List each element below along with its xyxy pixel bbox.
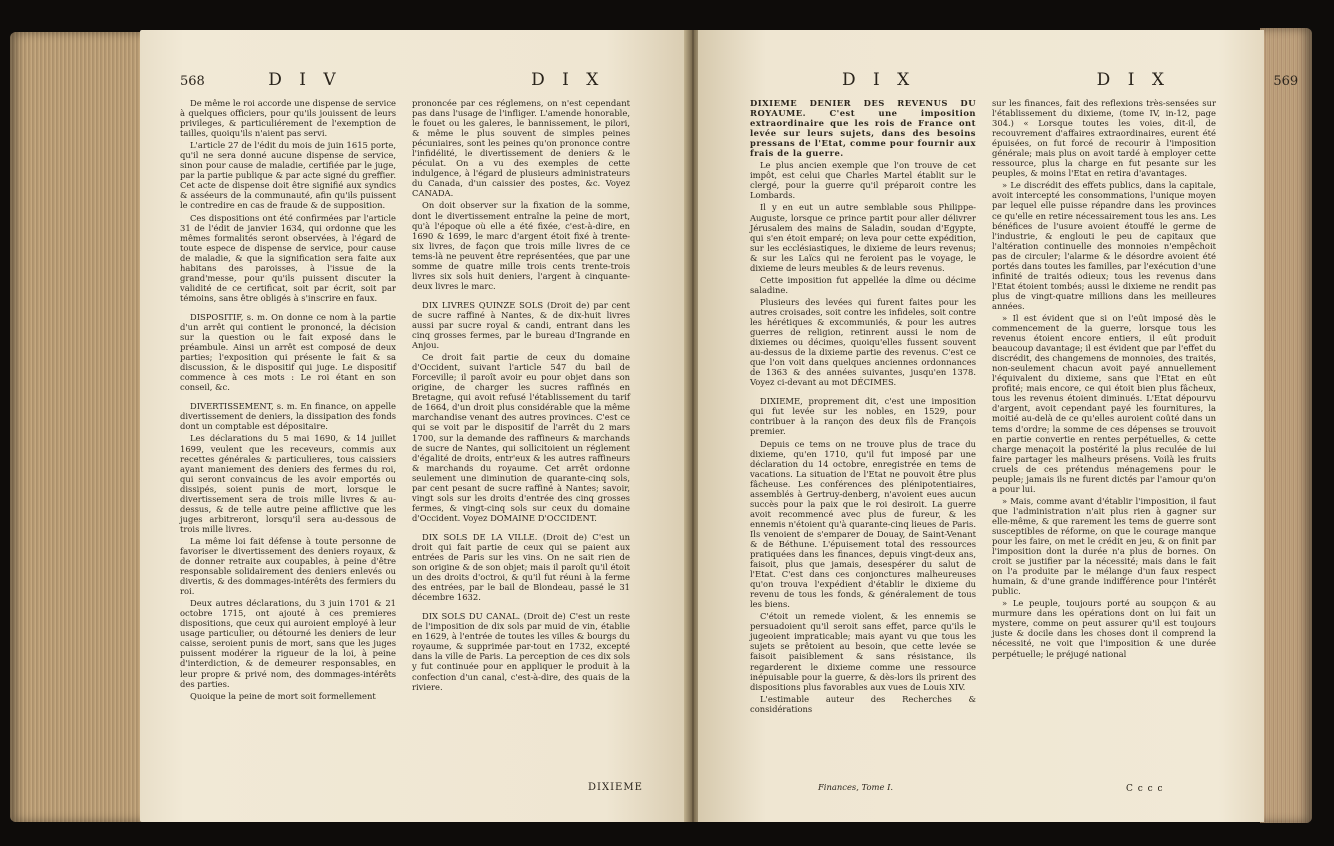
right-page-edges — [1260, 28, 1312, 823]
paragraph: De même le roi accorde une dispense de service à quelques officiers, pour qu'ils jouissent de leurs privileges, & particuliérement de l'exemption de tailles, quoiqu'ils n'aient pas servi. — [180, 98, 396, 139]
right-head-dix-1: D I X — [842, 70, 916, 90]
paragraph: Les déclarations du 5 mai 1690, & 14 juillet 1699, veulent que les receveurs, commis aux recettes générales & particulieres, tous caissiers ayant maniement des deniers des fermes du roi, qui seront convaincus de les avoir emportés ou dissipés, soient punis de mort, lorsque le divertissement sera de trois mille livres & au-dessus, & de telle autre peine afflictive que les juges arbitreront, lorsqu'il sera au-dessous de trois mille livres. — [180, 433, 396, 534]
entry-divertissement: DIVERTISSEMENT, s. m. En finance, on appelle divertissement de deniers, la dissipation des fonds dont un comptable est dépositaire. — [180, 401, 396, 432]
left-page-edges — [10, 32, 150, 822]
left-head-dix: D I X — [531, 70, 605, 90]
right-column-2 — [992, 98, 1216, 661]
paragraph: » Le discrédit des effets publics, dans la capitale, avoit intercepté les consommations, l'unique moyen par lequel elle puisse répandre dans les provinces ce qu'elle en retire nécessairement tous les ans. Les bénéfices de l'usure avoient étouffé le germe de l'industrie, & englouti le peu de capitaux que l'altération continuelle des monnoies n'empêchoit pas de circuler; l'alarme & le désordre avoient été portés dans toutes les familles, par l'exécution d'une infinité de traités odieux; tous les revenus dans l'Etat étoient tombés; aussi le dixieme ne rendit pas plus de vingt-quatre millions dans les meilleures années. — [992, 180, 1216, 311]
entry-dixieme-denier: DIXIEME DENIER DES REVENUS DU ROYAUME. C'est une imposition extraordinaire que les rois de France ont levée sur leurs sujets, dans des besoins pressans de l'Etat, comme pour fournir aux frais de la guerre. — [750, 98, 976, 159]
catchword: DIXIEME — [588, 782, 643, 793]
paragraph: Cette imposition fut appellée la dîme ou décime saladine. — [750, 274, 976, 295]
column-footer: Finances, Tome I. — [818, 782, 894, 792]
entry-dispositif: DISPOSITIF, s. m. On donne ce nom à la partie d'un arrêt qui contient le prononcé, la décision sur la question ou le fait exposé dans le préambule. Ainsi un arrêt est composé de deux parties; l'exposition qui présente le fait & sa discussion, & le dispositif qui juge. Le dispositif commence à ces mots : Le roi étant en son conseil, &c. — [180, 311, 396, 393]
right-page — [698, 30, 1299, 822]
right-column-1 — [750, 98, 976, 716]
paragraph: prononcée par ces réglemens, on n'est cependant pas dans l'usage de l'infliger. L'amende honorable, le fouet ou les galeres, le bannissement, le pilori, & même le plus souvent de simples peines pécuniaires, sont les peines qu'on prononce contre l'infidélité, le divertissement de deniers & le péculat. On a vu des exemples de cette indulgence, à l'égard de plusieurs administrateurs du Canada, d'un caissier des postes, &c. Voyez CANADA. — [412, 98, 630, 199]
left-running-head — [180, 70, 604, 90]
entry-dix-sols-ville: DIX SOLS DE LA VILLE. (Droit de) C'est un droit qui fait partie de ceux qui se paient aux entrées de Paris sur les vins. On ne sait rien de son origine & de son objet; mais il paroît qu'il étoit un des droits d'octroi, & qu'il fut réuni à la ferme des entrées, par le bail de Blondeau, passé le 31 décembre 1632. — [412, 531, 630, 603]
paragraph: Ce droit fait partie de ceux du domaine d'Occident, suivant l'article 547 du bail de Forceville; il paroît avoir eu pour objet dans son origine, de charger les sucres raffinés en Bretagne, qui avoit refusé l'établissement du tarif de 1664, d'un droit plus considérable que la même marchandise venant des autres provinces. C'est ce qui se voit par le dispositif de l'arrêt du 2 mars 1700, sur la demande des raffineurs & marchands de sucre de Nantes, qui sollicitoient un réglement d'égalité de droits, entr'eux & les autres raffineurs & marchands du royaume. Cet arrêt ordonne seulement une diminution de quarante-cinq sols, par cent pesant de sucre raffiné à Nantes; savoir, vingt sols sur les droits d'entrée des cinq grosses fermes, & vingt-cinq sols sur ceux du domaine d'Occident. Voyez DOMAINE D'OCCIDENT. — [412, 352, 630, 523]
left-page — [140, 30, 688, 822]
paragraph: L'article 27 de l'édit du mois de juin 1615 porte, qu'il ne sera donné aucune dispense de service, sinon pour cause de maladie, certifiée par le juge, par la partie publique & par acte signé du greffier. Cet acte de dispense doit être signifié aux syndics & asséeurs de la communauté, afin qu'ils puissent le contredire en cas de fraude & de supposition. — [180, 140, 396, 211]
paragraph: sur les finances, fait des reflexions très-sensées sur l'établissement du dixieme, (tome IV, in-12, page 304.) « Lorsque toutes les voies, dit-il, de recouvrement d'affaires extraordinaires, eurent été épuisées, on fut forcé de recourir à l'imposition générale; mais plus on avoit tardé à employer cette ressource, plus la charge en fut pesante sur les peuples, & moins l'Etat en retira d'avantages. — [992, 98, 1216, 179]
paragraph: Ces dispositions ont été confirmées par l'article 31 de l'édit de janvier 1634, qui ordonne que les mêmes formalités seront observées, à l'égard de toute espece de dispense de service, pour cause de maladie, & que la signification sera faite aux habitans des paroisses, à l'issue de la grand'messe, pour qu'ils puissent discuter la validité de ce certificat, soit par écrit, soit par témoins, sans être obligés à s'inscrire en faux. — [180, 212, 396, 303]
paragraph: On doit observer sur la fixation de la somme, dont le divertissement entraîne la peine de mort, qu'à l'époque où elle a été fixée, c'est-à-dire, en 1690 & 1699, le marc d'argent étoit fixé à trente-six livres, de façon que trois mille livres de ce tems-là ne peuvent être représentées, que par une somme de quatre mille trois cents trente-trois livres six sols huit deniers, l'argent à cinquante-deux livres le marc. — [412, 200, 630, 291]
paragraph: Deux autres déclarations, du 3 juin 1701 & 21 octobre 1715, ont ajouté à ces premieres dispositions, que ceux qui auroient employé à leur usage particulier, ou détourné les deniers de leur caisse, seroient punis de mort, sans que les juges puissent modérer la rigueur de la loi, à peine d'interdiction, & de demeurer responsables, en leur propre & privé nom, des dommages-intérêts des parties. — [180, 598, 396, 689]
paragraph: » Le peuple, toujours porté au soupçon & au murmure dans les opérations dont on lui fait un mystere, comme on peut assurer qu'il est toujours juste & docile dans les choses dont il comprend la nécessité, ne voit que l'imposition & une durée perpétuelle; le préjugé national — [992, 598, 1216, 659]
paragraph: C'étoit un remede violent, & les ennemis se persuadoient qu'il seroit sans effet, parce qu'ils le jugeoient impraticable; mais ayant vu que tous les sujets se prêtoient au besoin, que cette levée se faisoit paisiblement & sans résistance, ils regarderent le dixieme comme une ressource inépuisable pour la guerre, & dès-lors ils prirent des dispositions plus favorables aux vues de Louis XIV. — [750, 611, 976, 692]
paragraph: Depuis ce tems on ne trouve plus de trace du dixieme, qu'en 1710, qu'il fut imposé par une déclaration du 14 octobre, enregistrée en tems de vacations. La situation de l'Etat ne pouvoit être plus fâcheuse. Les conférences des plénipotentiaires, assemblés à Gertruy-denberg, n'avoient eues aucun succès pour la paix que le roi desiroit. La guerre avoit recommencé avec plus de fureur, & les ennemis n'étoient qu'à quarante-cinq lieues de Paris. Ils venoient de s'emparer de Douay, de Saint-Venant & de Béthune. L'épuisement total des ressources pratiquées dans les finances, depuis vingt-deux ans, faisoit, plus que jamais, desespérer du salut de l'Etat. C'est dans ces conjonctures malheureuses qu'on trouva l'expédient d'établir le dixieme du revenu de tous les fonds, & généralement de tous les biens. — [750, 438, 976, 610]
entry-dix-sols-canal: DIX SOLS DU CANAL. (Droit de) C'est un reste de l'imposition de dix sols par muid de vin, établie en 1629, à l'entrée de toutes les villes & bourgs du royaume, & supprimée par-tout en 1732, excepté dans la ville de Paris. La perception de ces dix sols y fut continuée pour en appliquer le produit à la confection d'un canal, c'est-à-dire, des quais de la riviere. — [412, 611, 630, 692]
entry-dix-livres: DIX LIVRES QUINZE SOLS (Droit de) par cent de sucre raffiné à Nantes, & de dix-huit livres aussi par sucre royal & candi, entrant dans les cinq grosses fermes, par le bureau d'Ingrande en Anjou. — [412, 299, 630, 351]
paragraph: » Mais, comme avant d'établir l'imposition, il faut que l'administration n'ait plus rien à gagner sur elle-même, & que rarement les tems de guerre sont susceptibles de réforme, on que le courage manque pour les faire, on met le crédit en jeu, & on finit par l'imposition dont la durée n'a plus de bornes. On croit se justifier par la nécessité; mais dans le fait on l'a produite par le mélange d'un faux respect humain, & d'une grande indifférence pour l'intérêt public. — [992, 495, 1216, 597]
paragraph: Plusieurs des levées qui furent faites pour les autres croisades, soit contre les infideles, soit contre les hérétiques & excommuniés, & pour les autres guerres de religion, retinrent aussi le nom de dixiemes ou décimes, quoiqu'elles fussent souvent au-dessus de la dixieme partie des revenus. C'est ce que l'on voit dans quelques anciennes ordonnances de 1363 & des années suivantes, jusqu'en 1378. Voyez ci-devant au mot DÉCIMES. — [750, 296, 976, 388]
paragraph: L'estimable auteur des Recherches & considérations — [750, 693, 976, 714]
entry-dixieme: DIXIEME, proprement dit, c'est une imposition qui fut levée sur les nobles, en 1529, pour contribuer à la rançon des deux fils de François premier. — [750, 396, 976, 437]
paragraph: » Il est évident que si on l'eût imposé dès le commencement de la guerre, lorsque tous les revenus étoient encore entiers, il eût produit beaucoup davantage; il est évident que par l'effet du discrédit, des changemens de monnoies, des traités, non-seulement chacun avoit payé annuellement l'équivalent du dixieme, sans que l'Etat en eût profité; mais encore, ce qui étoit bien plus fâcheux, tous les revenus étoient diminués. L'Etat dépourvu d'argent, avoit cependant payé les fournitures, la moitié au-delà de ce qu'elles auroient coûté dans un tems d'ordre; la somme de ces dépenses se trouvoit en partie convertie en rentes perpétuelles, & cette charge menaçoit la postérité la plus reculée de lui faire partager les malheurs présens. Voilà les fruits cruels de ces prétendus ménagemens pour le peuple; jamais ils ne furent dictés par l'amour qu'on a pour lui. — [992, 312, 1216, 494]
paragraph: Le plus ancien exemple que l'on trouve de cet impôt, est celui que Charles Martel établit sur le clergé, pour la guerre qu'il préparoit contre les Lombards. — [750, 160, 976, 201]
paragraph: La même loi fait défense à toute personne de favoriser le divertissement des deniers royaux, & de donner retraite aux coupables, à peine d'être responsable solidairement des deniers enlevés ou divertis, & des dommages-intérêts des fermiers du roi. — [180, 535, 396, 597]
left-page-number: 568 — [180, 74, 205, 89]
left-column-2 — [412, 98, 630, 694]
paragraph: Quoique la peine de mort soit formellement — [190, 690, 376, 701]
right-running-head — [842, 70, 1298, 90]
signature-mark: C c c c — [1126, 784, 1164, 794]
left-head-div: D I V — [268, 70, 342, 90]
right-page-number: 569 — [1273, 74, 1299, 89]
paragraph: Il y en eut un autre semblable sous Philippe-Auguste, lorsque ce prince partit pour aller délivrer Jérusalem des mains de Saladin, soudan d'Egypte, qui s'en étoit emparé; on leva pour cette expédition, sur les ecclésiastiques, le dixieme de leurs revenus; & sur les Laïcs qui ne feroient pas le voyage, le dixieme de leurs meubles & de leurs revenus. — [750, 202, 976, 273]
right-head-dix-2: D I X — [1096, 70, 1170, 90]
left-column-1 — [180, 98, 396, 703]
